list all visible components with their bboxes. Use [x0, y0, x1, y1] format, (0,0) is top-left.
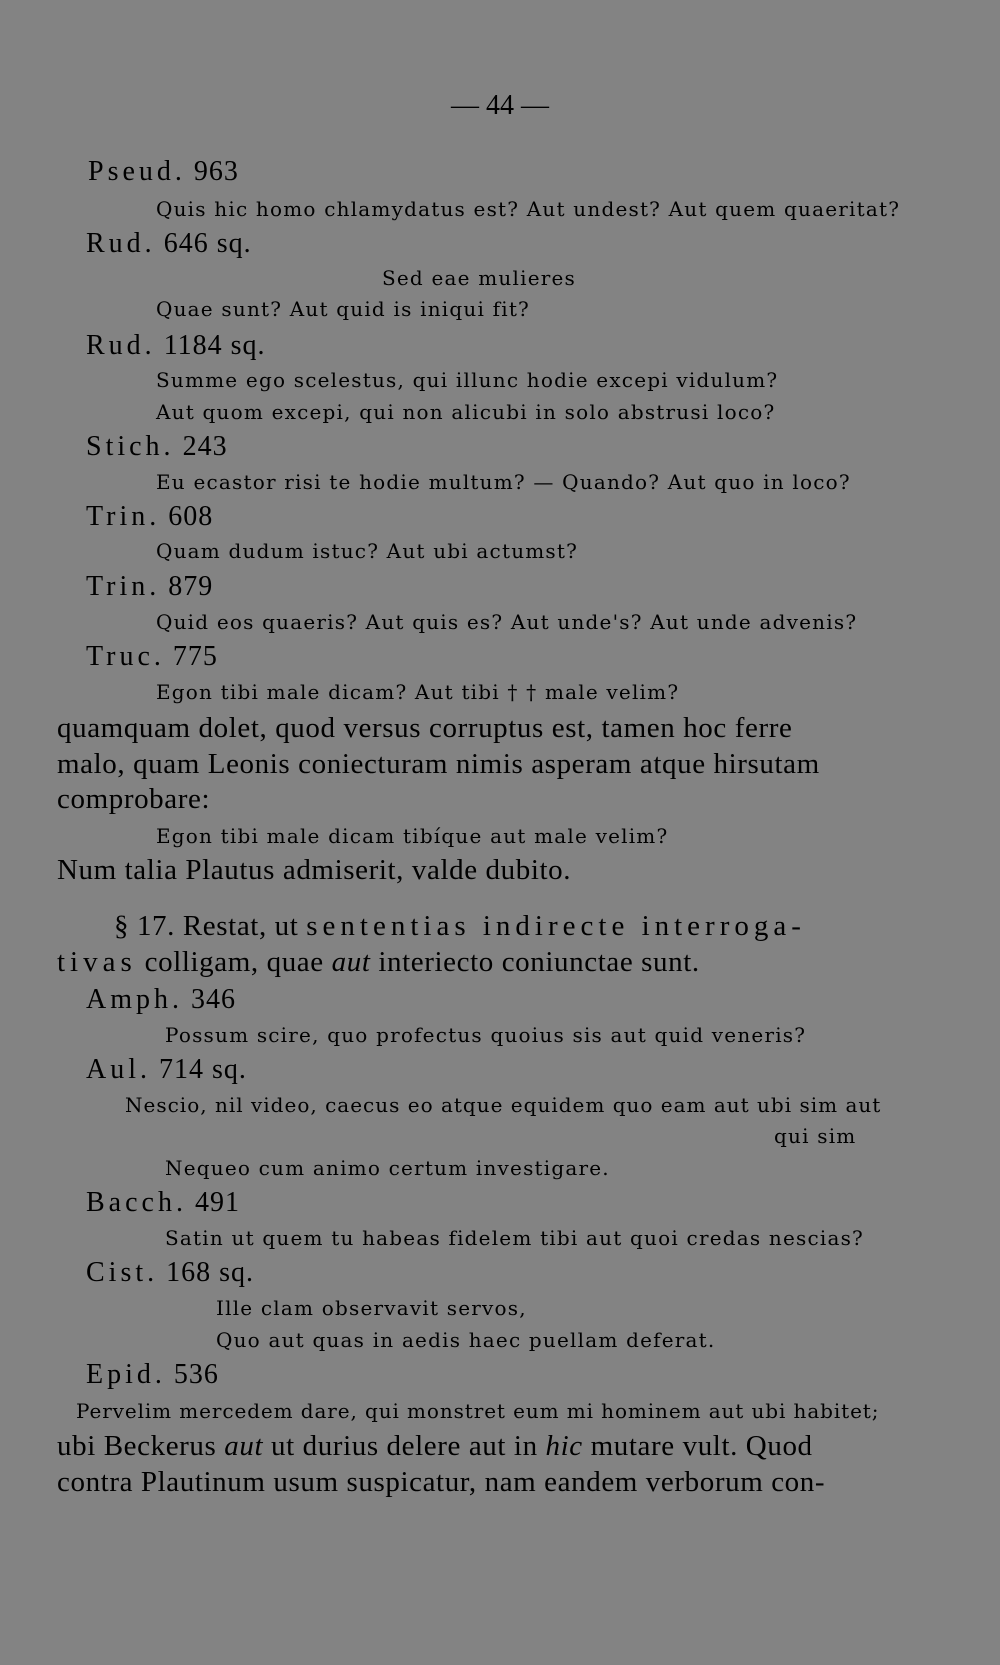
citation-play: Pseud.	[88, 156, 186, 187]
citation-rud-646	[86, 228, 252, 260]
citation-verse: 1184 sq.	[163, 330, 266, 361]
body-line: ubi Beckerus aut ut durius delere aut in hic mutare vult. Quod	[57, 1430, 813, 1462]
citation-play: Aul.	[86, 1054, 151, 1085]
italic-term: aut	[224, 1430, 264, 1462]
quote-line: Egon tibi male dicam? Aut tibi † † male velim?	[156, 680, 680, 704]
quote-line: Quis hic homo chlamydatus est? Aut undest? Aut quem quaeritat?	[156, 197, 901, 221]
citation-play: Trin.	[86, 501, 161, 532]
citation-verse: 243	[182, 431, 228, 462]
page-number: — 44 —	[451, 90, 549, 121]
citation-aul	[86, 1054, 247, 1086]
citation-amph	[86, 984, 236, 1016]
quote-line: Possum scire, quo profectus quoius sis aut quid veneris?	[165, 1023, 807, 1047]
citation-stich	[86, 431, 228, 463]
quote-line: Pervelim mercedem dare, qui monstret eum mi hominem aut ubi habitet;	[76, 1399, 880, 1423]
citation-play: Stich.	[86, 431, 175, 462]
citation-play: Truc.	[86, 641, 165, 672]
body-line: Num talia Plautus admiserit, valde dubito.	[57, 854, 572, 886]
quote-line: Nequeo cum animo certum investigare.	[165, 1156, 610, 1180]
citation-verse: 608	[168, 501, 214, 532]
citation-verse: 346	[191, 984, 236, 1015]
citation-pseud	[88, 156, 239, 188]
citation-trin-608	[86, 501, 213, 533]
section-line: § 17. Restat, ut sententias indirecte interroga-	[114, 910, 806, 942]
citation-verse: 775	[172, 641, 218, 672]
citation-truc	[86, 641, 218, 673]
citation-verse: 879	[168, 571, 214, 602]
citation-verse: 536	[173, 1359, 219, 1390]
spaced-term: tivas	[57, 946, 137, 978]
italic-term: hic	[545, 1430, 583, 1462]
citation-play: Rud.	[86, 228, 156, 259]
citation-play: Trin.	[86, 571, 161, 602]
quote-line: qui sim	[774, 1124, 857, 1148]
citation-play: Cist.	[86, 1257, 159, 1288]
quote-line: Quo aut quas in aedis haec puellam deferat.	[216, 1328, 716, 1352]
section-line: tivas colligam, quae aut interiecto coniunctae sunt.	[57, 946, 700, 978]
quote-line: Ille clam observavit servos,	[216, 1296, 527, 1320]
body-line: contra Plautinum usum suspicatur, nam eandem verborum con-	[57, 1466, 826, 1498]
quote-line: Aut quom excepi, qui non alicubi in solo abstrusi loco?	[156, 400, 776, 424]
quote-line: Nescio, nil video, caecus eo atque equidem quo eam aut ubi sim aut	[125, 1093, 882, 1117]
quote-line: Quae sunt? Aut quid is iniqui fit?	[156, 297, 530, 321]
citation-epid	[86, 1359, 219, 1391]
quote-line: Sed eae mulieres	[382, 266, 576, 290]
citation-play: Rud.	[86, 330, 156, 361]
body-line: malo, quam Leonis coniecturam nimis asperam atque hirsutam	[57, 748, 820, 780]
spaced-term: sententias indirecte interroga-	[306, 910, 806, 942]
citation-verse: 168 sq.	[166, 1257, 255, 1288]
citation-play: Bacch.	[86, 1187, 187, 1218]
quote-line: Quam dudum istuc? Aut ubi actumst?	[156, 539, 579, 563]
section-mark: § 17.	[114, 910, 175, 942]
citation-verse: 963	[193, 156, 239, 187]
quote-line: Satin ut quem tu habeas fidelem tibi aut quoi credas nescias?	[165, 1226, 864, 1250]
italic-term: aut	[331, 946, 371, 978]
quote-line: Egon tibi male dicam tibíque aut male velim?	[156, 824, 669, 848]
citation-play: Amph.	[86, 984, 183, 1015]
citation-verse: 491	[194, 1187, 240, 1218]
quote-line: Summe ego scelestus, qui illunc hodie excepi vidulum?	[156, 368, 779, 392]
citation-cist	[86, 1257, 254, 1289]
citation-bacch	[86, 1187, 240, 1219]
citation-play: Epid.	[86, 1359, 166, 1390]
citation-verse: 646 sq.	[163, 228, 252, 259]
body-line: quamquam dolet, quod versus corruptus est, tamen hoc ferre	[57, 712, 793, 744]
citation-verse: 714 sq.	[159, 1054, 247, 1085]
quote-line: Quid eos quaeris? Aut quis es? Aut unde's? Aut unde advenis?	[156, 610, 858, 634]
citation-trin-879	[86, 571, 213, 603]
body-line: comprobare:	[57, 783, 211, 815]
quote-line: Eu ecastor risi te hodie multum? — Quando? Aut quo in loco?	[156, 470, 851, 494]
citation-rud-1184	[86, 330, 266, 362]
